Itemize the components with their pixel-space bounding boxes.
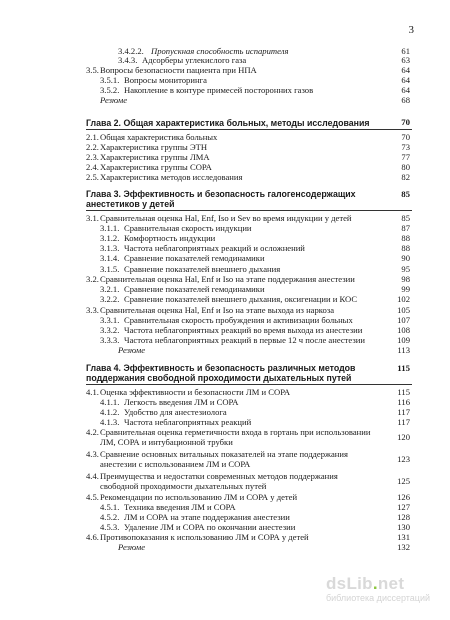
toc-entry-title: Частота неблагоприятных реакций в первые 12 ч после анестезии bbox=[124, 336, 365, 345]
toc-entry-number: 3.1.5. bbox=[100, 264, 120, 274]
toc-entry-page: 90 bbox=[401, 253, 410, 263]
toc-entry-title: Характеристика группы ЛМА bbox=[100, 153, 210, 162]
toc-entry-page: 88 bbox=[401, 243, 410, 253]
toc-entry-number: 3.5.1. bbox=[100, 75, 120, 85]
toc-entry-number: 3.3.3. bbox=[100, 335, 120, 345]
toc-entry-title: Легкость введения ЛМ и СОРА bbox=[124, 398, 239, 407]
toc-entry-title: Вопросы мониторинга bbox=[124, 76, 207, 85]
toc-entry-title: Общая характеристика больных bbox=[100, 133, 218, 142]
toc-entry-page: 70 bbox=[401, 117, 410, 127]
toc-entry-title: Техника введения ЛМ и СОРА bbox=[124, 503, 236, 512]
toc-entry-title: Резюме bbox=[118, 346, 146, 355]
chapter-4-underline bbox=[86, 384, 412, 385]
toc-entry-title: Глава 3. Эффективность и безопасность галогенсодержащих анестетиков у детей bbox=[86, 190, 356, 209]
chapter-2-underline bbox=[86, 129, 412, 130]
toc-entry-number: 4.1. bbox=[86, 387, 99, 397]
toc-entry-page: 88 bbox=[401, 233, 410, 243]
toc-entry-title: Глава 4. Эффективность и безопасность различных методов поддержания свободной проходимости дыхательных путей bbox=[86, 364, 356, 383]
toc-entry-page: 64 bbox=[401, 75, 410, 85]
toc-entry-page: 107 bbox=[397, 315, 410, 325]
toc-entry-number: 4.5.2. bbox=[100, 512, 120, 522]
toc-entry-title: Адсорберы углекислого газа bbox=[142, 56, 247, 65]
toc-entry-number: 3.1.2. bbox=[100, 233, 120, 243]
toc-entry-page: 131 bbox=[397, 532, 410, 542]
toc-entry-number: 3.2.1. bbox=[100, 284, 120, 294]
toc-entry-page: 113 bbox=[397, 345, 410, 355]
chapter-3-underline bbox=[86, 210, 412, 211]
toc-entry-number: 3.3. bbox=[86, 305, 99, 315]
toc-entry-title: Преимущества и недостатки современных методов поддержания свободной проходимости дыхательных путей bbox=[100, 472, 338, 491]
toc-entry-number: 4.1.2. bbox=[100, 407, 120, 417]
toc-entry-page: 87 bbox=[401, 223, 410, 233]
toc-entry-title: Удаление ЛМ и СОРА по окончании анестезии bbox=[124, 523, 296, 532]
toc-entry-title: Частота неблагоприятных реакций bbox=[124, 418, 252, 427]
toc-entry-title: Комфортность индукции bbox=[124, 234, 216, 243]
toc-entry-number: 3.1. bbox=[86, 213, 99, 223]
toc-entry-title: Сравнение основных витальных показателей на этапе поддержания анестезии с использованием ЛМ и СОРА bbox=[100, 450, 348, 469]
toc-entry-page: 126 bbox=[397, 492, 410, 502]
toc-entry-page: 63 bbox=[401, 55, 410, 65]
toc-entry-title: Характеристика группы СОРА bbox=[100, 163, 212, 172]
toc-entry-title: Сравнение показателей гемодинамики bbox=[124, 285, 265, 294]
toc-entry-page: 61 bbox=[401, 46, 410, 56]
toc-entry-number: 3.1.4. bbox=[100, 253, 120, 263]
toc-entry-title: Сравнительная оценка герметичности входа в гортань при использовании ЛМ, СОРА и интубационной трубки bbox=[100, 428, 371, 447]
toc-entry-page: 64 bbox=[401, 65, 410, 75]
toc-entry-page: 123 bbox=[397, 454, 410, 464]
toc-entry-title: Глава 2. Общая характеристика больных, методы исследования bbox=[86, 118, 370, 128]
toc-entry-page: 115 bbox=[397, 387, 410, 397]
toc-entry-title: Сравнительная оценка Hal, Enf, Iso и Sev во время индукции у детей bbox=[100, 214, 352, 223]
toc-entry-page: 128 bbox=[397, 512, 410, 522]
toc-entry-number: 4.3. bbox=[86, 449, 99, 459]
toc-entry-page: 85 bbox=[401, 189, 410, 199]
toc-entry-number: 4.4. bbox=[86, 471, 99, 481]
toc-entry-page: 115 bbox=[397, 363, 410, 373]
toc-entry-title: Характеристика методов исследования bbox=[100, 173, 243, 182]
toc-entry-title: Накопление в контуре примесей посторонних газов bbox=[124, 86, 314, 95]
toc-entry-title: Характеристика группы ЭТН bbox=[100, 143, 208, 152]
toc-entry-number: 3.5. bbox=[86, 65, 99, 75]
toc-entry-page: 64 bbox=[401, 85, 410, 95]
toc-entry-page: 102 bbox=[397, 294, 410, 304]
toc-entry-page: 117 bbox=[397, 407, 410, 417]
toc-entry-title: Сравнение показателей гемодинамики bbox=[124, 254, 265, 263]
toc-entry-number: 3.2.2. bbox=[100, 294, 120, 304]
toc-entry-number: 3.4.2.2. bbox=[118, 46, 144, 56]
toc-entry-number: 2.1. bbox=[86, 132, 99, 142]
toc-entry-page: 80 bbox=[401, 162, 410, 172]
toc-entry-title: ЛМ и СОРА на этапе поддержания анестезии bbox=[124, 513, 290, 522]
toc-entry-number: 4.5.3. bbox=[100, 522, 120, 532]
toc-entry-number: 3.1.1. bbox=[100, 223, 120, 233]
toc-entry-number: 2.2. bbox=[86, 142, 99, 152]
toc-entry-page: 108 bbox=[397, 325, 410, 335]
toc-entry-page: 73 bbox=[401, 142, 410, 152]
toc-entry-number: 3.5.2. bbox=[100, 85, 120, 95]
toc-entry-title: Сравнительная скорость пробуждения и активизации больных bbox=[124, 316, 353, 325]
toc-entry-number: 2.4. bbox=[86, 162, 99, 172]
toc-entry-title: Сравнение показателей внешнего дыхания bbox=[124, 265, 281, 274]
watermark-subtitle: библиотека диссертаций bbox=[326, 593, 431, 603]
toc-entry-page: 70 bbox=[401, 132, 410, 142]
toc-entry-page: 77 bbox=[401, 152, 410, 162]
toc-entry-number: 3.3.1. bbox=[100, 315, 120, 325]
toc-entry-title: Резюме bbox=[100, 96, 128, 105]
watermark-logo: dsLib.net bbox=[326, 574, 405, 593]
toc-entry-number: 2.3. bbox=[86, 152, 99, 162]
toc-entry-number: 4.1.3. bbox=[100, 417, 120, 427]
toc-entry-page: 120 bbox=[397, 432, 410, 442]
toc-entry-title: Резюме bbox=[118, 543, 146, 552]
toc-entry-number: 3.4.3. bbox=[118, 55, 138, 65]
toc-entry-page: 109 bbox=[397, 335, 410, 345]
toc-entry-title: Вопросы безопасности пациента при НПА bbox=[100, 66, 257, 75]
toc-entry-number: 4.1.1. bbox=[100, 397, 120, 407]
toc-entry-title: Рекомендации по использованию ЛМ и СОРА у детей bbox=[100, 493, 298, 502]
toc-entry-page: 95 bbox=[401, 264, 410, 274]
toc-entry-number: 4.5.1. bbox=[100, 502, 120, 512]
toc-entry-number: 3.3.2. bbox=[100, 325, 120, 335]
toc-entry-page: 85 bbox=[401, 213, 410, 223]
toc-entry-page: 68 bbox=[401, 95, 410, 105]
toc-entry-number: 3.1.3. bbox=[100, 243, 120, 253]
toc-entry-page: 132 bbox=[397, 542, 410, 552]
toc-entry-page: 98 bbox=[401, 274, 410, 284]
toc-entry-title: Сравнительная оценка Hal, Enf и Iso на этапе выхода из наркоза bbox=[100, 306, 335, 315]
toc-entry-page: 125 bbox=[397, 476, 410, 486]
toc-entry-page: 82 bbox=[401, 172, 410, 182]
dslib-watermark bbox=[326, 574, 446, 614]
toc-entry-number: 4.5. bbox=[86, 492, 99, 502]
toc-entry-number: 3.2. bbox=[86, 274, 99, 284]
toc-entry-title: Сравнительная скорость индукции bbox=[124, 224, 252, 233]
toc-entry-title: Сравнительная оценка Hal, Enf и Iso на этапе поддержания анестезии bbox=[100, 275, 355, 284]
toc-entry-title: Сравнение показателей внешнего дыхания, оксигенации и КОС bbox=[124, 295, 358, 304]
toc-entry-page: 130 bbox=[397, 522, 410, 532]
toc-entry-number: 4.6. bbox=[86, 532, 99, 542]
toc-entry-number: 4.2. bbox=[86, 427, 99, 437]
toc-entry-title: Противопоказания к использованию ЛМ и СОРА у детей bbox=[100, 533, 309, 542]
toc-entry-page: 127 bbox=[397, 502, 410, 512]
toc-entry-title: Оценка эффективности и безопасности ЛМ и СОРА bbox=[100, 388, 291, 397]
toc-entry-page: 117 bbox=[397, 417, 410, 427]
toc-entry-title: Частота неблагоприятных реакций и осложнений bbox=[124, 244, 305, 253]
toc-entry-page: 116 bbox=[397, 397, 410, 407]
toc-entry-title: Удобство для анестезиолога bbox=[124, 408, 227, 417]
toc-entry-title: Частота неблагоприятных реакций во время выхода из анестезии bbox=[124, 326, 363, 335]
toc-entry-page: 105 bbox=[397, 305, 410, 315]
toc-entry-number: 2.5. bbox=[86, 172, 99, 182]
page-number: 3 bbox=[408, 24, 414, 36]
toc-entry-page: 99 bbox=[401, 284, 410, 294]
toc-entry-title: Пропускная способность испарителя bbox=[151, 47, 289, 56]
